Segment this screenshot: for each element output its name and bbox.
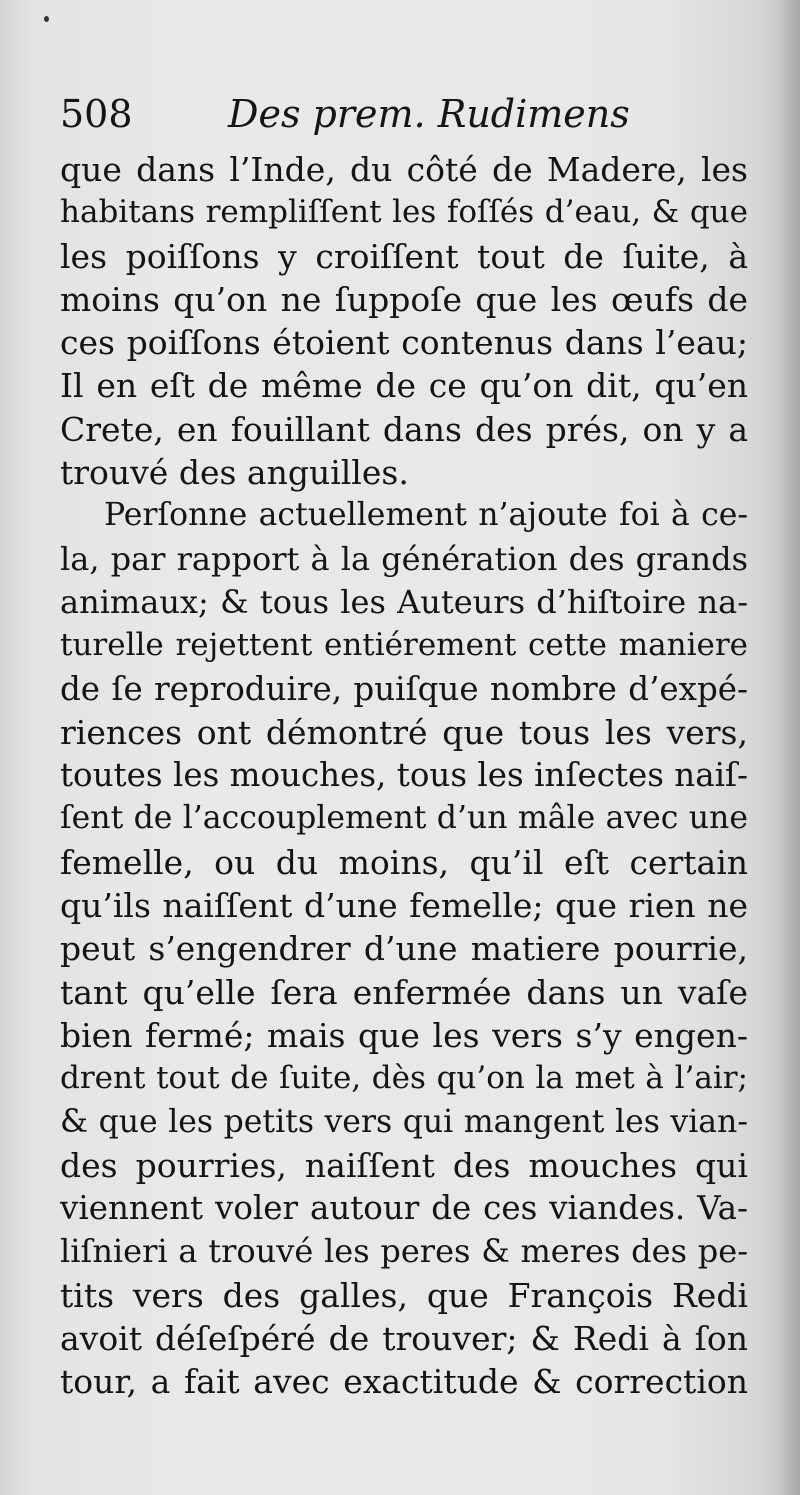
text-line: tits vers des galles, que François Redi: [60, 1275, 748, 1315]
page-number: 508: [60, 92, 133, 136]
text-line: Crete, en fouillant dans des prés, on y a: [60, 409, 748, 449]
text-line: habitans rempliſſent les foſſés d’eau, & que: [60, 194, 748, 231]
text-line: turelle rejettent entiérement cette maniere: [60, 627, 748, 664]
text-line: bien fermé; mais que les vers s’y engen-: [60, 1015, 748, 1055]
body-text: [60, 148, 748, 1404]
text-line: ces poiſſons étoient contenus dans l’eau;: [60, 323, 748, 363]
text-line: Perſonne actuellement n’ajoute foi à ce-: [104, 497, 748, 534]
text-line: la, par rapport à la génération des grands: [60, 539, 748, 578]
text-line: liſnieri a trouvé les peres & meres des pe-: [60, 1232, 748, 1271]
text-line: qu’ils naiſſent d’une femelle; que rien ne: [60, 886, 748, 926]
text-line: avoit déſeſpéré de trouver; & Redi à ſon: [60, 1319, 748, 1359]
text-line: riences ont démontré que tous les vers,: [60, 712, 748, 752]
text-line: femelle, ou du moins, qu’il eſt certain: [60, 842, 748, 882]
text-line: les poiſſons y croiſſent tout de ſuite, à: [60, 236, 748, 276]
text-line: trouvé des anguilles.: [60, 453, 409, 493]
text-line: des pourries, naiſſent des mouches qui: [60, 1145, 748, 1185]
ink-speck: [44, 16, 49, 22]
page-header: [60, 88, 760, 144]
text-line: moins qu’on ne ſuppoſe que les œufs de: [60, 279, 748, 319]
text-line: que dans l’Inde, du côté de Madere, les: [60, 150, 748, 189]
text-line: viennent voler autour de ces viandes. Va-: [60, 1189, 748, 1228]
text-line: peut s’engendrer d’une matiere pourrie,: [60, 929, 748, 969]
page-edge-shadow: [778, 0, 800, 1495]
paragraph-1: [60, 148, 748, 494]
text-line: ſent de l’accouplement d’un mâle avec une: [60, 800, 748, 837]
paragraph-2: [60, 494, 748, 1403]
text-line: drent tout de ſuite, dès qu’on la met à l’air;: [60, 1060, 748, 1097]
text-line: animaux; & tous les Auteurs d’hiſtoire na-: [60, 582, 748, 621]
text-line: de ſe reproduire, puiſque nombre d’expé-: [60, 669, 748, 708]
text-line: Il en eſt de même de ce qu’on dit, qu’en: [60, 366, 748, 406]
running-title: Des prem. Rudimens: [228, 92, 630, 136]
text-line: toutes les mouches, tous les inſectes naiſ-: [60, 756, 748, 795]
text-line: & que les petits vers qui mangent les vian-: [60, 1103, 748, 1140]
text-line: tant qu’elle ſera enfermée dans un vaſe: [60, 972, 748, 1012]
text-line: tour, a fait avec exactitude & correction: [60, 1362, 748, 1402]
